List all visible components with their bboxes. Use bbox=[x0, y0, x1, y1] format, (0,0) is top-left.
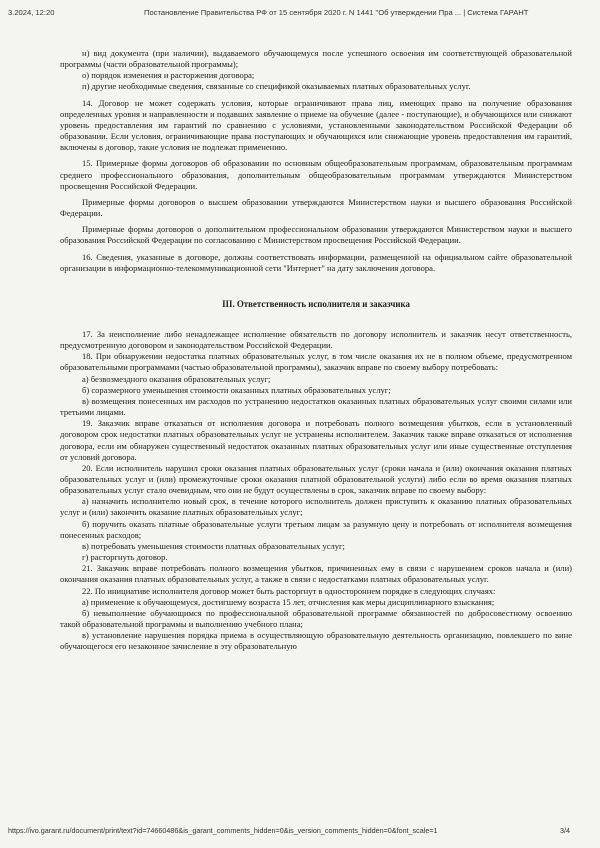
clause-20: 20. Если исполнитель нарушил сроки оказания платных образовательных услуг (сроки начала и (или) окончания оказания платных образовательных услуг и (или) промежуточные сроки оказания платной образовательной услуги) либо если во время оказания платных образовательных услуг стало очевидным, что они не будут осуществлены в срок, заказчик вправе по своему выбору: bbox=[60, 462, 572, 496]
list-item: а) применение к обучающемуся, достигшему возраста 15 лет, отчисления как меры дисциплинарного взыскания; bbox=[82, 596, 495, 607]
list-item: в) потребовать уменьшения стоимости платных образовательных услуг; bbox=[82, 540, 345, 551]
list-item: б) соразмерного уменьшения стоимости оказанных платных образовательных услуг; bbox=[82, 384, 391, 395]
list-item: в) возмещения понесенных им расходов по устранению недостатков оказанных платных образовательных услуг своими силами или третьими лицами. bbox=[60, 395, 572, 418]
clause-19: 19. Заказчик вправе отказаться от исполнения договора и потребовать полного возмещения убытков, если в установленный договором срок недостатки платных образовательных услуг не устранены исполнителем. Заказчик также вправе отказаться от исполнения договора, если им обнаружен существенный недостаток оказанных платных образовательных услуг или иные существенные отступления от условий договора. bbox=[60, 418, 572, 462]
page-number: 3/4 bbox=[560, 826, 570, 835]
list-item: б) невыполнение обучающимся по профессиональной образовательной программе обязанностей по добросовестному освоению такой образовательной программы и выполнению учебного плана; bbox=[60, 607, 572, 630]
clause-18: 18. При обнаружении недостатка платных образовательных услуг, в том числе оказания их не в полном объеме, предусмотренном образовательными программами (частью образовательной программы), заказчик вправе по своему выбору потребовать: bbox=[60, 351, 572, 373]
paragraph: Примерные формы договоров о высшем образовании утверждаются Министерством науки и высшего образования Российской Федерации. bbox=[60, 196, 572, 219]
list-item: б) поручить оказать платные образовательные услуги третьим лицам за разумную цену и потребовать от исполнителя возмещения понесенных расходов; bbox=[60, 518, 572, 540]
clause-22: 22. По инициативе исполнителя договор может быть расторгнут в одностороннем порядке в следующих случаях: bbox=[82, 585, 496, 596]
clause-21: 21. Заказчик вправе потребовать полного возмещения убытков, причиненных ему в связи с нарушением сроков начала и (или) окончания оказания платных образовательных услуг, а также в связи с недостатками платных образовательных услуг. bbox=[60, 563, 572, 585]
source-url: https://ivo.garant.ru/document/print/text?id=74660486&is_garant_comments_hidden=0&is_version_comments_hidden=0&font_scale=1 bbox=[8, 826, 438, 835]
section-heading: III. Ответственность исполнителя и заказчика bbox=[222, 298, 410, 309]
list-item: п) другие необходимые сведения, связанные со спецификой оказываемых платных образовательных услуг. bbox=[82, 81, 471, 92]
clause-17: 17. За неисполнение либо ненадлежащее исполнение обязательств по договору исполнитель и заказчик несут ответственность, предусмотренную договором и законодательством Российской Федерации. bbox=[60, 328, 572, 351]
list-item: г) расторгнуть договор. bbox=[82, 552, 168, 563]
list-item: о) порядок изменения и расторжения договора; bbox=[82, 70, 255, 81]
paragraph: Примерные формы договоров о дополнительном профессиональном образовании утверждаются Министерством науки и высшего образования Российской Федерации по согласованию с Министерством просвещения Российской Федерации. bbox=[60, 224, 572, 246]
list-item: в) установление нарушения порядка приема в осуществляющую образовательную деятельность организацию, повлекшего по вине обучающегося его незаконное зачисление в эту образовательную bbox=[60, 630, 572, 652]
list-item: а) назначить исполнителю новый срок, в течение которого исполнитель должен приступить к оказанию платных образовательных услуг и (или) закончить оказание платных образовательных услуг; bbox=[60, 496, 572, 518]
list-item: а) безвозмездного оказания образовательных услуг; bbox=[82, 373, 271, 384]
print-header bbox=[8, 8, 592, 20]
print-datetime: 3.2024, 12:20 bbox=[8, 8, 55, 17]
document-body bbox=[60, 48, 572, 653]
list-item: н) вид документа (при наличии), выдаваемого обучающемуся после успешного освоения им соответствующей образовательной программы (части образовательной программы); bbox=[60, 48, 572, 70]
clause-14: 14. Договор не может содержать условия, которые ограничивают права лиц, имеющих право на получение образования определенных уровня и направленности и подавших заявление о приеме на обучение (далее - поступающие), и обучающихся или снижают уровень предоставления им гарантий по сравнению с условиями, установленными законодательством Российской Федерации об образовании. Если условия, ограничивающие права поступающих и обучающихся или снижающие уровень предоставления им гарантий, включены в договор, такие условия не подлежат применению. bbox=[60, 97, 572, 153]
clause-16: 16. Сведения, указанные в договоре, должны соответствовать информации, размещенной на официальном сайте образовательной организации в информационно-телекоммуникационной сети "Интернет" на дату заключения договора. bbox=[60, 251, 572, 273]
clause-15: 15. Примерные формы договоров об образовании по основным общеобразовательным программам, образовательным программам среднего профессионального образования, дополнительным общеобразовательным программам утверждаются Министерством просвещения Российской Федерации. bbox=[60, 158, 572, 191]
document-title: Постановление Правительства РФ от 15 сентября 2020 г. N 1441 "Об утверждении Пра ... | Система ГАРАНТ bbox=[144, 8, 529, 17]
